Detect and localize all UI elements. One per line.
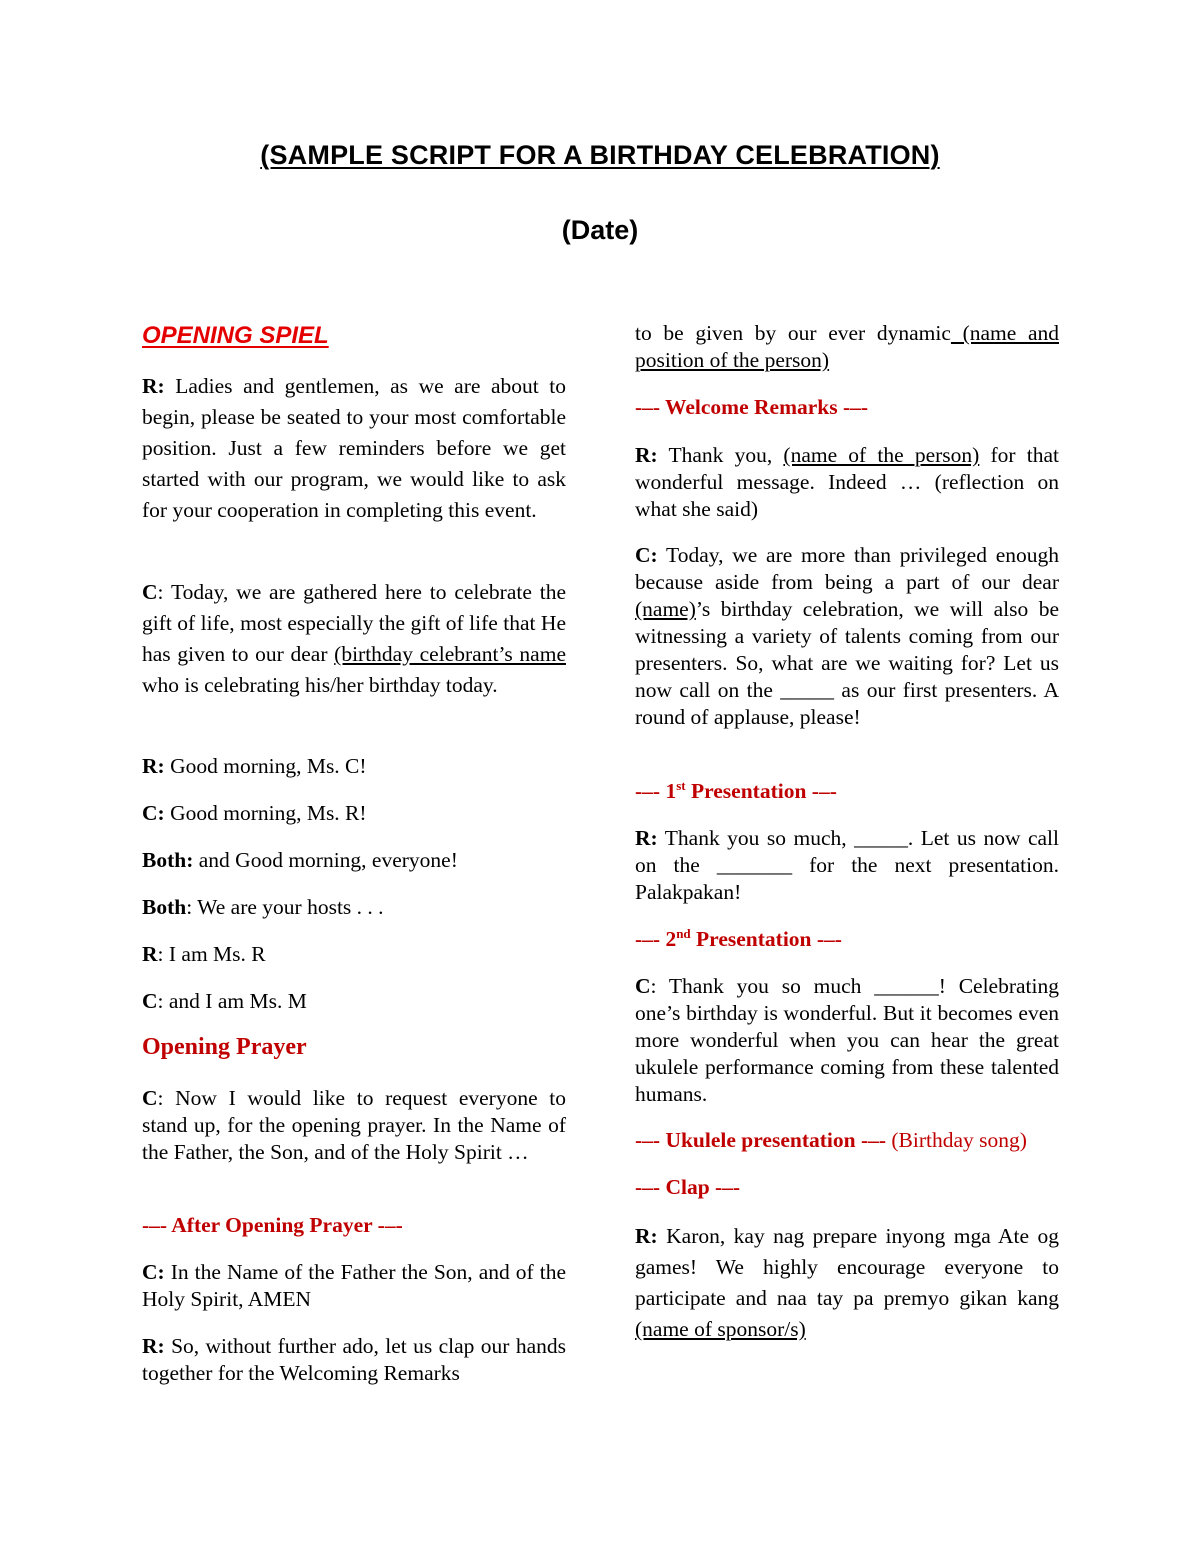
paragraph-r-intro: R: Ladies and gentlemen, as we are about to begin, please be seated to your most comfortable position. Just a few reminders before we get started with our program, we would like to ask for your cooperation in completing this event. [142,374,566,522]
line-both-hosts: Both: We are your hosts . . . [142,895,384,919]
document-title: (SAMPLE SCRIPT FOR A BIRTHDAY CELEBRATION) [260,140,940,170]
paragraph-dynamic-speaker: to be given by our ever dynamic (name and position of the person) [635,321,1059,372]
opening-prayer-heading: Opening Prayer [142,1034,307,1060]
first-presentation-heading: -–- 1st Presentation -–- [635,777,837,803]
line-c-name: C: and I am Ms. M [142,989,307,1013]
paragraph-r-games: R: Karon, kay nag prepare inyong mga Ate og games! We highly encourage everyone to participate and naa tay pa premyo gikan kang (name of sponsor/s) [635,1224,1059,1341]
paragraph-c-privileged: C: Today, we are more than privileged enough because aside from being a part of our dear (name)’s birthday celebration, we will also be witnessing a variety of talents coming from our presenters. So, what are we waiting for? Let us now call on the _____ as our first presenters. A round of applause, please! [635,543,1059,729]
paragraph-c-amen: C: In the Name of the Father the Son, and of the Holy Spirit, AMEN [142,1260,566,1311]
paragraph-c-prayer: C: Now I would like to request everyone to stand up, for the opening prayer. In the Name of the Father, the Son, and of the Holy Spirit … [142,1086,566,1164]
paragraph-c-ukulele: C: Thank you so much ______! Celebrating one’s birthday is wonderful. But it becomes even more wonderful when you can hear the great ukulele performance coming from these talented humans. [635,974,1059,1106]
line-both-good-morning: Both: and Good morning, everyone! [142,848,458,872]
line-r-good-morning: R: Good morning, Ms. C! [142,754,367,778]
paragraph-r-thank-you: R: Thank you, (name of the person) for that wonderful message. Indeed … (reflection on what she said) [635,443,1060,521]
opening-spiel-heading: OPENING SPIEL [142,322,329,349]
paragraph-r-next-presentation: R: Thank you so much, _____. Let us now call on the _______ for the next presentation. Palakpakan! [635,826,1059,904]
line-r-name: R: I am Ms. R [142,942,266,966]
paragraph-r-welcome-intro: R: So, without further ado, let us clap our hands together for the Welcoming Remarks [142,1334,566,1385]
line-c-good-morning: C: Good morning, Ms. R! [142,801,367,825]
second-presentation-heading: -–- 2nd Presentation -–- [635,925,842,951]
ukulele-heading: -–- Ukulele presentation -–- (Birthday song) [635,1128,1027,1152]
paragraph-c-today: C: Today, we are gathered here to celebrate the gift of life, most especially the gift of life that He has given to our dear (birthday celebrant’s name who is celebrating his/her birthday today. [142,580,566,697]
clap-heading: -–- Clap -–- [635,1175,741,1199]
welcome-remarks-heading: -–- Welcome Remarks -–- [635,395,869,419]
after-prayer-heading: -–- After Opening Prayer -–- [142,1213,403,1237]
document-date: (Date) [561,215,639,245]
